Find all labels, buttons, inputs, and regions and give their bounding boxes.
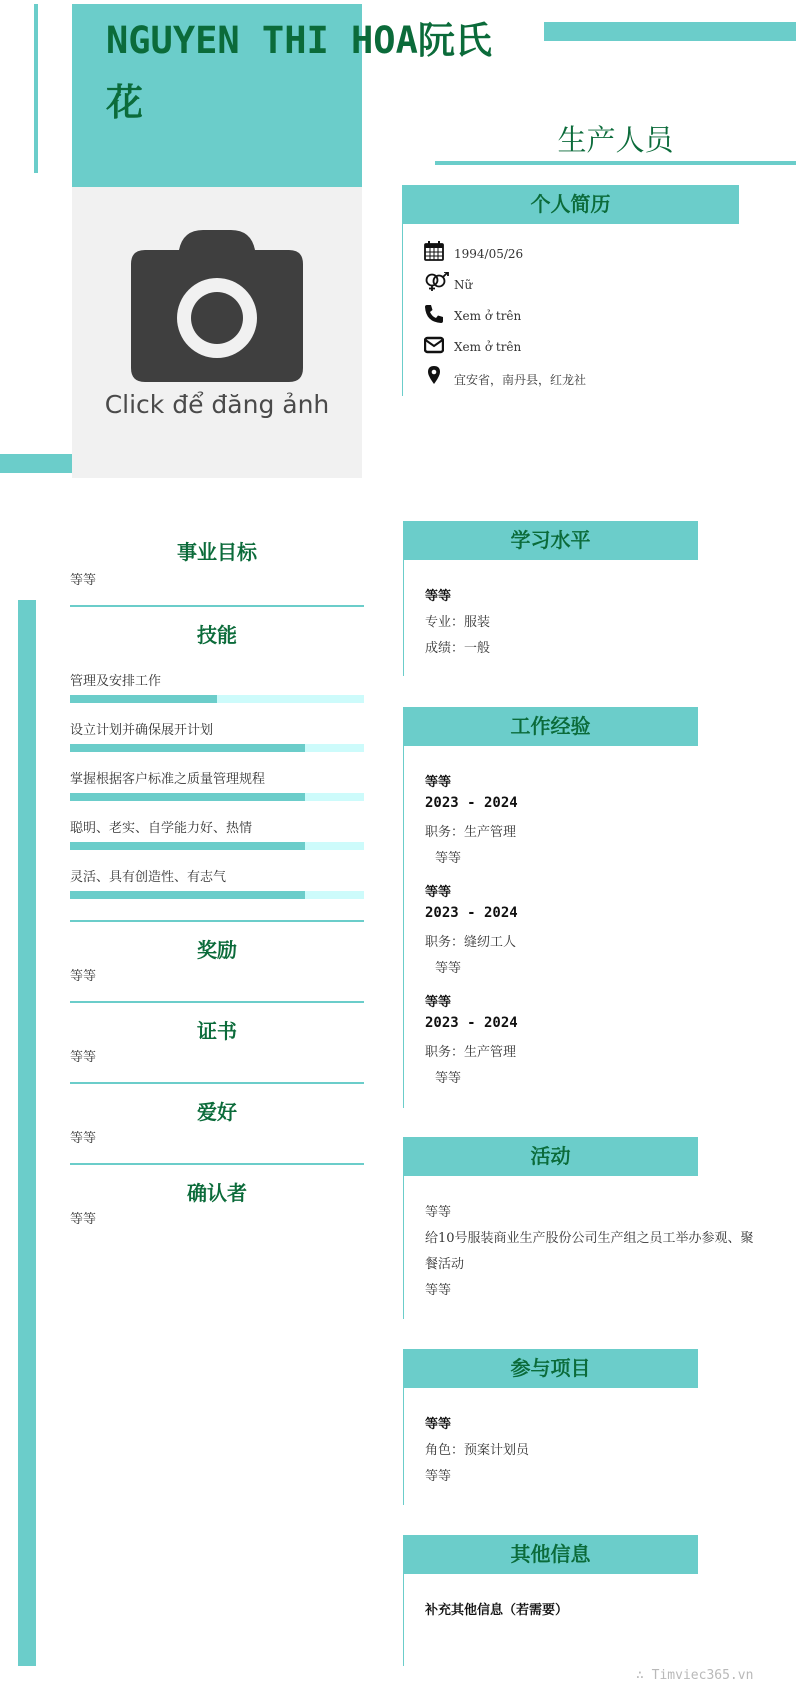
skill-label[interactable]: 掌握根据客户标准之质量管理规程 [70,772,266,787]
awards-text[interactable]: 等等 [70,969,97,984]
activity-description[interactable]: 给10号服装商业生产股份公司生产组之员工举办参观、聚 [425,1231,754,1246]
skill-bar [70,842,364,850]
section-rule-personal [402,224,403,396]
info-phone: Xem ở trên [454,309,522,323]
info-gender: Nữ [454,278,473,292]
references-text[interactable]: 等等 [70,1212,97,1227]
section-header-education: 学习水平 [403,521,698,560]
divider [70,1001,364,1003]
section-header-experience: 工作经验 [403,707,698,746]
skill-label[interactable]: 聪明、老实、自学能力好、热情 [70,821,253,836]
experience-description[interactable]: 等等 [435,961,462,976]
experience-company[interactable]: 等等 [425,885,452,900]
role-underline [435,161,796,165]
decor-bar-top-right [544,22,796,41]
section-rule-activities [403,1176,404,1319]
education-school[interactable]: 等等 [425,589,452,604]
experience-description[interactable]: 等等 [435,851,462,866]
divider [70,1163,364,1165]
section-title-certificates: 证书 [197,1019,237,1043]
section-title-hobbies: 爱好 [197,1100,237,1124]
section-title-awards: 奖励 [197,938,237,962]
hobbies-text[interactable]: 等等 [70,1131,97,1146]
email-icon [424,335,444,355]
project-name[interactable]: 等等 [425,1417,452,1432]
career-goal-text[interactable]: 等等 [70,573,97,588]
project-role[interactable]: 角色：预案计划员 [425,1443,530,1458]
candidate-name[interactable]: NGUYEN THI HOA阮氏花 [106,19,492,124]
activity-organization[interactable]: 等等 [425,1205,452,1220]
camera-icon[interactable] [131,230,303,382]
decor-bar-top-left [34,4,38,173]
job-role[interactable]: 生产人员 [557,123,674,157]
info-birthdate: 1994/05/26 [454,247,524,261]
activity-description-cont[interactable]: 餐活动 [425,1257,465,1272]
experience-position[interactable]: 职务：生产管理 [425,1045,517,1060]
section-title-references: 确认者 [187,1181,247,1205]
divider [70,920,364,922]
section-rule-projects [403,1388,404,1505]
calendar-icon [424,241,444,261]
experience-position[interactable]: 职务：缝纫工人 [425,935,517,950]
experience-period[interactable]: 2023 - 2024 [425,795,518,811]
skill-label[interactable]: 设立计划并确保展开计划 [70,723,214,738]
experience-period[interactable]: 2023 - 2024 [425,905,518,921]
section-header-projects: 参与项目 [403,1349,698,1388]
divider [70,605,364,607]
phone-icon [424,304,444,324]
skill-bar [70,695,364,703]
decor-bar-left-long [18,600,36,1666]
project-description[interactable]: 等等 [425,1469,452,1484]
info-email: Xem ở trên [454,340,522,354]
info-address: 宜安省，南丹县，红龙社 [454,373,587,387]
skill-bar [70,744,364,752]
certificates-text[interactable]: 等等 [70,1050,97,1065]
experience-company[interactable]: 等等 [425,775,452,790]
skill-label[interactable]: 灵活、具有创造性、有志气 [70,870,227,885]
decor-bar-left [0,454,72,473]
experience-company[interactable]: 等等 [425,995,452,1010]
section-rule-experience [403,746,404,1108]
other-info-text[interactable]: 补充其他信息（若需要） [425,1603,569,1618]
activity-extra[interactable]: 等等 [425,1283,452,1298]
education-grade[interactable]: 成绩：一般 [425,641,491,656]
photo-upload-caption[interactable]: Click để đăng ảnh [104,390,330,419]
location-pin-icon [424,365,444,385]
section-rule-education [403,560,404,676]
experience-period[interactable]: 2023 - 2024 [425,1015,518,1031]
section-title-career-goal: 事业目标 [177,540,257,564]
education-major[interactable]: 专业：服装 [425,615,491,630]
experience-description[interactable]: 等等 [435,1071,462,1086]
skill-label[interactable]: 管理及安排工作 [70,674,162,689]
section-header-activities: 活动 [403,1137,698,1176]
section-rule-other [403,1574,404,1666]
section-header-personal: 个人简历 [402,185,739,224]
experience-position[interactable]: 职务：生产管理 [425,825,517,840]
skill-bar [70,891,364,899]
divider [70,1082,364,1084]
watermark: ∴ Timviec365.vn [636,1668,754,1683]
section-title-skills: 技能 [197,623,237,647]
skill-bar [70,793,364,801]
section-header-other: 其他信息 [403,1535,698,1574]
gender-icon [424,272,450,292]
